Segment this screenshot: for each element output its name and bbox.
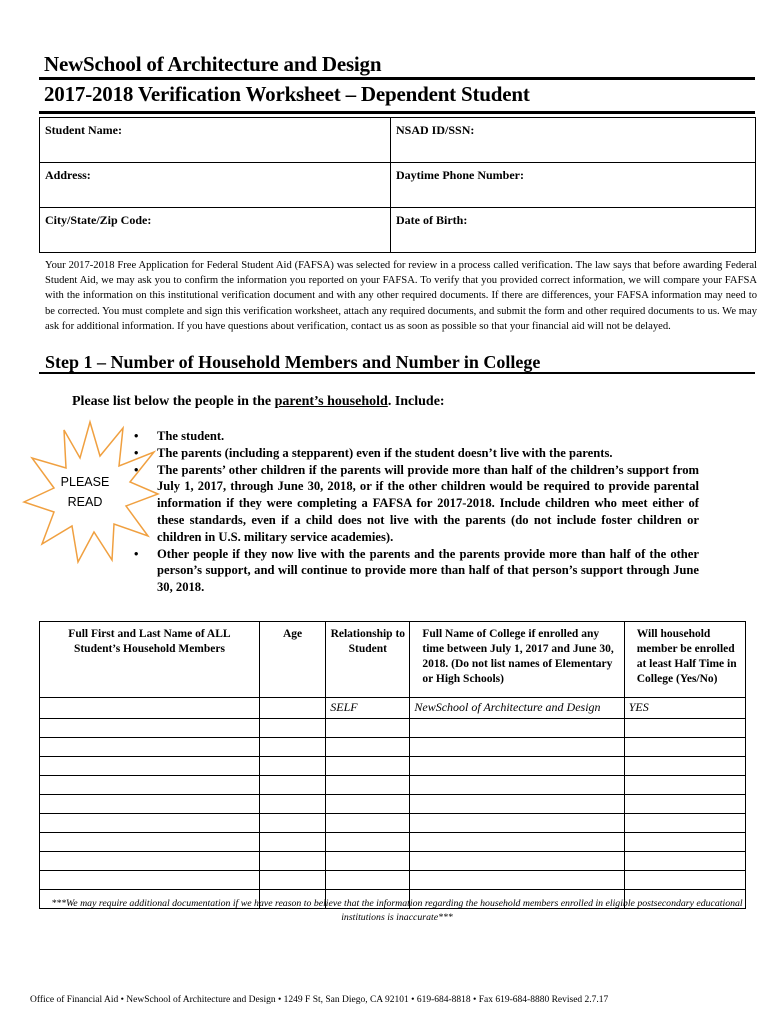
table-cell[interactable]	[259, 852, 325, 871]
table-cell[interactable]	[40, 852, 260, 871]
student-name-field[interactable]: Student Name:	[40, 118, 391, 163]
header-college: Full Name of College if enrolled any time between July 1, 2017 and June 30, 2018. (Do not list names of Elementary or High Schools)	[410, 622, 624, 698]
step1-heading: Step 1 – Number of Household Members and Number in College	[45, 352, 541, 372]
title-divider	[39, 77, 755, 80]
header-half-time: Will household member be enrolled at least Half Time in College (Yes/No)	[624, 622, 745, 698]
table-cell[interactable]	[259, 776, 325, 795]
table-cell[interactable]	[40, 795, 260, 814]
table-cell[interactable]	[259, 719, 325, 738]
household-list-intro: Please list below the people in the parent’s household. Include:	[72, 394, 445, 409]
table-cell[interactable]	[326, 719, 410, 738]
table-cell[interactable]	[326, 814, 410, 833]
table-cell[interactable]	[40, 738, 260, 757]
table-cell[interactable]	[624, 871, 745, 890]
table-cell[interactable]	[624, 776, 745, 795]
address-field[interactable]: Address:	[40, 163, 391, 208]
table-cell[interactable]	[40, 814, 260, 833]
table-cell[interactable]	[624, 719, 745, 738]
table-cell[interactable]	[326, 757, 410, 776]
list-item: • The student.	[134, 429, 225, 443]
table-cell[interactable]	[326, 776, 410, 795]
table-cell[interactable]	[326, 833, 410, 852]
table-cell[interactable]	[624, 852, 745, 871]
intro-paragraph: Your 2017-2018 Free Application for Federal Student Aid (FAFSA) was selected for review in a process called verification. The law says that before awarding Federal Student Aid, we may ask you to confirm the information you reported on your FAFSA. To verify that you provided correct information, we will compare your FAFSA with the information on this institutional verification document and with any other required documents. If there are differences, your FAFSA information may need to be corrected. You must complete and sign this verification worksheet, attach any required documents, and submit the form and other required documents to us. We may ask for additional information. If you have questions about verification, contact us as soon as possible so that your financial aid will not be delayed.	[45, 260, 757, 332]
list-item: • Other people if they now live with the parents and the parents provide more than half of the other person’s support, and will continue to provide more than half of that person’s support through June 30, 2018.	[134, 546, 699, 595]
table-cell[interactable]	[624, 814, 745, 833]
city-state-zip-field[interactable]: City/State/Zip Code:	[40, 208, 391, 253]
table-cell[interactable]	[410, 719, 624, 738]
household-include-list	[134, 428, 699, 596]
table-cell[interactable]	[259, 738, 325, 757]
table-cell[interactable]	[40, 776, 260, 795]
table-cell[interactable]	[326, 795, 410, 814]
table-cell[interactable]	[410, 795, 624, 814]
table-cell[interactable]	[624, 795, 745, 814]
table-cell[interactable]	[410, 833, 624, 852]
household-members-table	[39, 621, 746, 909]
table-cell[interactable]	[326, 871, 410, 890]
self-college-cell[interactable]: NewSchool of Architecture and Design	[410, 698, 624, 719]
table-cell[interactable]	[624, 757, 745, 776]
page-footer: Office of Financial Aid • NewSchool of Architecture and Design • 1249 F St, San Diego, CA 92101 • 619-684-8818 • Fax 619-684-8880 Revised 2.7.17	[30, 995, 609, 1005]
table-cell[interactable]	[40, 719, 260, 738]
table-cell[interactable]	[326, 738, 410, 757]
documentation-footnote: ***We may require additional documentation if we have reason to believe that the information regarding the household members enrolled in eligible postsecondary educational institutions is inaccurate***	[51, 898, 743, 923]
table-cell[interactable]	[410, 738, 624, 757]
table-cell[interactable]	[410, 776, 624, 795]
table-cell[interactable]	[259, 814, 325, 833]
please-read-label: PLEASE READ	[60, 475, 110, 509]
table-cell[interactable]	[40, 757, 260, 776]
table-cell[interactable]	[259, 757, 325, 776]
table-cell[interactable]	[410, 814, 624, 833]
worksheet-title: 2017-2018 Verification Worksheet – Dependent Student	[44, 82, 530, 106]
table-cell[interactable]	[624, 738, 745, 757]
table-cell[interactable]	[624, 833, 745, 852]
student-info-table	[39, 117, 756, 253]
table-cell[interactable]	[326, 852, 410, 871]
table-cell[interactable]	[40, 698, 260, 719]
table-cell[interactable]	[40, 871, 260, 890]
table-cell[interactable]	[410, 871, 624, 890]
table-cell[interactable]	[259, 833, 325, 852]
list-item: • The parents (including a stepparent) even if the student doesn’t live with the parents.	[134, 445, 613, 460]
table-cell[interactable]	[410, 757, 624, 776]
header-relationship: Relationship to Student	[326, 622, 410, 698]
table-cell[interactable]	[40, 833, 260, 852]
phone-field[interactable]: Daytime Phone Number:	[391, 163, 756, 208]
date-of-birth-field[interactable]: Date of Birth:	[391, 208, 756, 253]
step1-divider	[39, 372, 755, 374]
table-cell[interactable]	[259, 871, 325, 890]
nsad-id-field[interactable]: NSAD ID/SSN:	[391, 118, 756, 163]
header-age: Age	[259, 622, 325, 698]
table-cell[interactable]	[410, 852, 624, 871]
self-relationship-cell[interactable]: SELF	[326, 698, 410, 719]
list-item: • The parents’ other children if the parents will provide more than half of the children’s support from July 1, 2017, through June 30, 2018, or if the other children would be required to provide parental information if they were completing a FAFSA for 2017-2018. Include children who meet either of these standards, even if a child does not live with the parents (do not include foster children or children in U.S. military service academies).	[134, 462, 699, 544]
header-name: Full First and Last Name of ALL Student’s Household Members	[40, 622, 260, 698]
school-name: NewSchool of Architecture and Design	[44, 52, 382, 76]
table-cell[interactable]	[259, 795, 325, 814]
table-cell[interactable]	[259, 698, 325, 719]
title-divider-2	[39, 111, 755, 114]
self-enrolled-cell[interactable]: YES	[624, 698, 745, 719]
